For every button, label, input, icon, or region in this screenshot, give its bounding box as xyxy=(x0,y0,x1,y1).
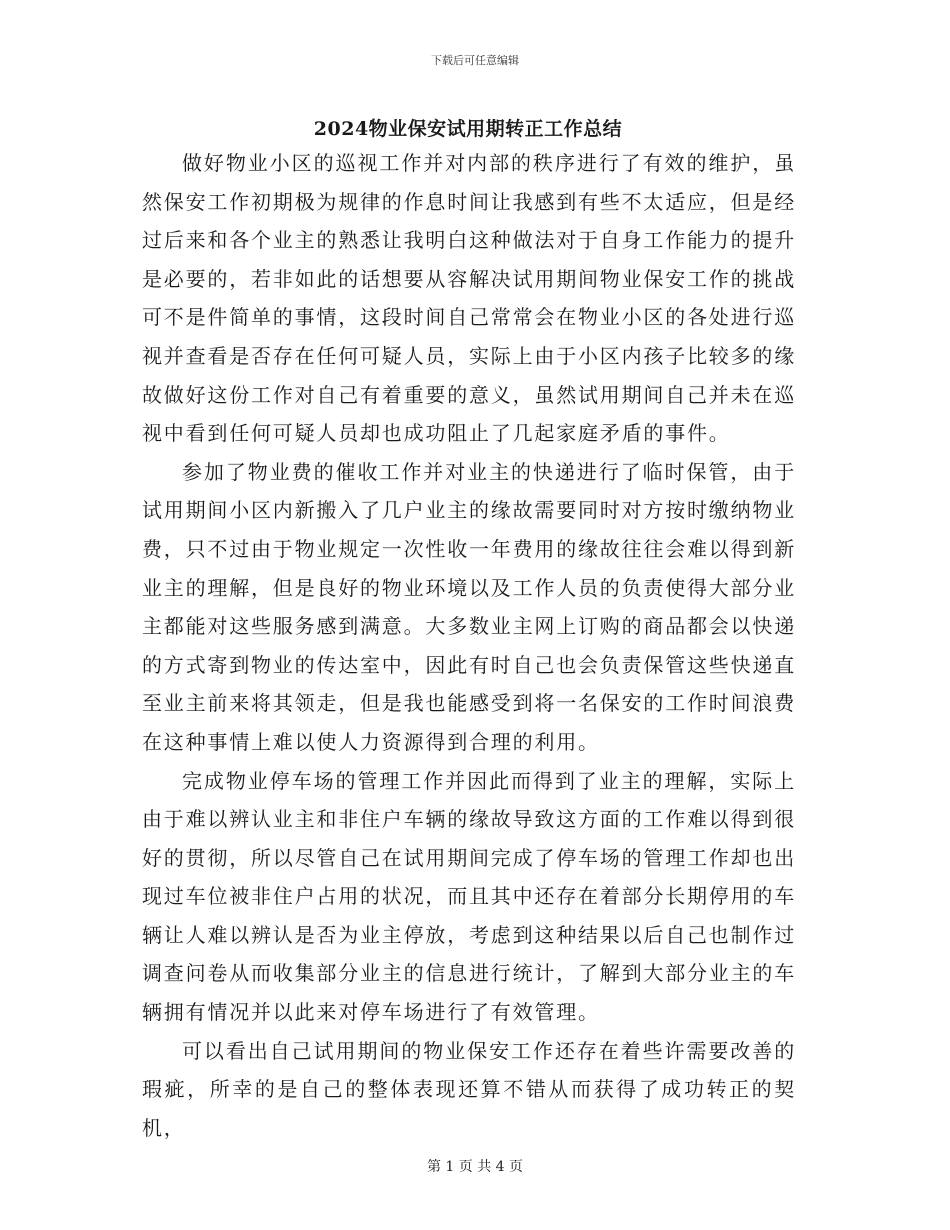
paragraph-fees-and-deliveries: 参加了物业费的催收工作并对业主的快递进行了临时保管，由于试用期间小区内新搬入了几户业主的缘故需要同时对方按时缴纳物业费，只不过由于物业规定一次性收一年费用的缘故往往会难以得到新业主的理解，但是良好的物业环境以及工作人员的负责使得大部分业主都能对这些服务感到满意。大多数业主网上订购的商品都会以快递的方式寄到物业的传达室中，因此有时自己也会负责保管这些快递直至业主前来将其领走，但是我也能感受到将一名保安的工作时间浪费在这种事情上难以使人力资源得到合理的利用。 xyxy=(142,459,796,754)
document-title: 2024物业保安试用期转正工作总结 xyxy=(313,118,623,140)
paragraph-parking: 完成物业停车场的管理工作并因此而得到了业主的理解，实际上由于难以辨认业主和非住户车辆的缘故导致这方面的工作难以得到很好的贯彻，所以尽管自己在试用期间完成了停车场的管理工作却也出现过车位被非住户占用的状况，而且其中还存在着部分长期停用的车辆让人难以辨认是否为业主停放，考虑到这种结果以后自己也制作过调查问卷从而收集部分业主的信息进行统计，了解到大部分业主的车辆拥有情况并以此来对停车场进行了有效管理。 xyxy=(142,768,796,1025)
paragraph-patrol: 做好物业小区的巡视工作并对内部的秩序进行了有效的维护，虽然保安工作初期极为规律的作息时间让我感到有些不太适应，但是经过后来和各个业主的熟悉让我明白这种做法对于自身工作能力的提升是必要的，若非如此的话想要从容解决试用期间物业保安工作的挑战可不是件简单的事情，这段时间自己常常会在物业小区的各处进行巡视并查看是否存在任何可疑人员，实际上由于小区内孩子比较多的缘故做好这份工作对自己有着重要的意义，虽然试用期间自己并未在巡视中看到任何可疑人员却也成功阻止了几起家庭矛盾的事件。 xyxy=(142,151,796,446)
page-number: 第 1 页 共 4 页 xyxy=(426,1159,524,1175)
paragraph-conclusion: 可以看出自己试用期间的物业保安工作还存在着些许需要改善的瑕疵，所幸的是自己的整体表现还算不错从而获得了成功转正的契机， xyxy=(142,1038,796,1140)
header-note: 下载后可任意编辑 xyxy=(431,54,519,67)
document-body xyxy=(142,144,796,1147)
